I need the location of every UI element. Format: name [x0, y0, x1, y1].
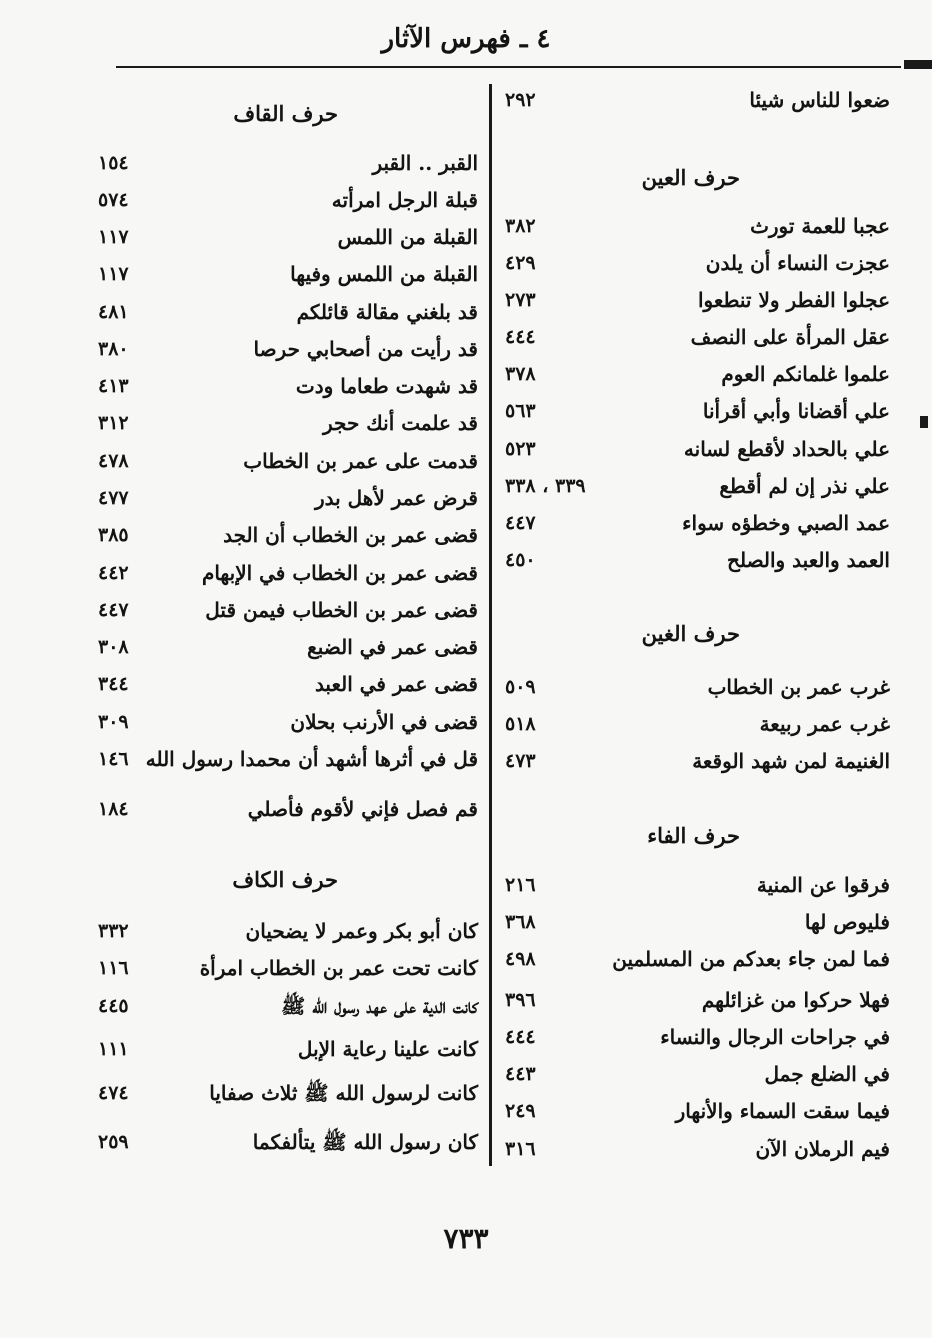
entry-page-number: ١١١	[98, 1038, 129, 1060]
entry-page-number: ٤٧٨	[98, 450, 129, 472]
entry-text: عجبا للعمة تورث	[750, 214, 890, 238]
index-entry	[98, 294, 478, 330]
entry-page-number: ١١٦	[98, 957, 129, 979]
index-entry	[505, 542, 890, 578]
entry-text: الغنيمة لمن شهد الوقعة	[692, 749, 890, 773]
index-entry	[98, 1124, 478, 1160]
index-entry	[505, 1019, 890, 1055]
entry-page-number: ٤٥٠	[505, 549, 536, 571]
index-entry	[505, 669, 890, 705]
index-entry	[98, 629, 478, 665]
entry-page-number: ٣٤٤	[98, 673, 129, 695]
entry-page-number: ٢٥٩	[98, 1131, 129, 1153]
entry-page-number: ٤٩٨	[505, 948, 536, 970]
entry-page-number: ٤١٣	[98, 375, 129, 397]
scan-edge-mark	[904, 60, 932, 69]
entry-text: قضى في الأرنب بحلان	[290, 710, 478, 734]
entry-text: عجزت النساء أن يلدن	[705, 251, 890, 275]
section-heading: حرف العين	[641, 165, 740, 190]
entry-text: ضعوا للناس شيئا	[749, 88, 890, 112]
entry-page-number: ٤٤٢	[98, 562, 129, 584]
entry-page-number: ١٥٤	[98, 152, 129, 174]
entry-page-number: ٤٤٤	[505, 326, 536, 348]
entry-text: علي نذر إن لم أقطع	[719, 474, 890, 498]
index-entry	[505, 1131, 890, 1167]
entry-text: في جراحات الرجال والنساء	[660, 1025, 890, 1049]
section-heading: حرف القاف	[233, 101, 338, 126]
entry-page-number: ٥٦٣	[505, 400, 536, 422]
entry-text: قضى عمر في الضبع	[307, 635, 478, 659]
index-entry	[98, 913, 478, 949]
index-entry	[505, 706, 890, 742]
entry-page-number: ٣٣٩ ، ٣٣٨	[505, 475, 586, 497]
entry-text: قضى عمر في العبد	[314, 672, 478, 696]
scan-edge-mark	[920, 416, 928, 428]
page-header-title: ٤ ـ فهرس الآثار	[381, 24, 551, 54]
entry-page-number: ٢٤٩	[505, 1100, 536, 1122]
index-entry	[98, 219, 478, 255]
index-entry	[98, 666, 478, 702]
entry-text: علي أقضانا وأبي أقرأنا	[702, 399, 890, 423]
index-entry	[505, 1056, 890, 1092]
entry-page-number: ٤٤٧	[505, 512, 536, 534]
entry-text: كانت تحت عمر بن الخطاب امرأة	[199, 956, 478, 980]
entry-text: فيم الرملان الآن	[755, 1137, 890, 1161]
index-entry	[98, 1031, 478, 1067]
entry-page-number: ٤٨١	[98, 301, 129, 323]
entry-text: القبلة من اللمس وفيها	[290, 262, 478, 286]
entry-page-number: ٥٠٩	[505, 676, 536, 698]
entry-text: عمد الصبي وخطؤه سواء	[682, 511, 890, 535]
entry-text: قرض عمر لأهل بدر	[314, 486, 478, 510]
entry-page-number: ٤٤٥	[98, 995, 129, 1017]
column-divider	[489, 84, 492, 1166]
entry-text: قضى عمر بن الخطاب فيمن قتل	[205, 598, 478, 622]
entry-page-number: ٣٦٨	[505, 911, 536, 933]
index-entry	[98, 704, 478, 740]
entry-page-number: ١١٧	[98, 263, 129, 285]
index-entry	[505, 245, 890, 281]
index-entry	[505, 208, 890, 244]
entry-text: فهلا حركوا من غزائلهم	[701, 988, 890, 1012]
section-heading: حرف الغين	[641, 621, 740, 646]
index-entry	[98, 480, 478, 516]
index-entry	[98, 1075, 478, 1111]
entry-text: قد شهدت طعاما ودت	[295, 374, 478, 398]
index-entry	[505, 356, 890, 392]
entry-page-number: ٣٧٨	[505, 363, 536, 385]
index-entry	[505, 904, 890, 940]
entry-text: كان رسول الله ﷺ يتألفكما	[252, 1130, 478, 1154]
entry-text: فيما سقت السماء والأنهار	[675, 1099, 890, 1123]
entry-text: قد علمت أنك حجر	[323, 411, 478, 435]
index-entry	[98, 145, 478, 181]
entry-text: القبلة من اللمس	[337, 225, 478, 249]
index-entry	[505, 431, 890, 467]
index-entry	[505, 282, 890, 318]
section-heading: حرف الفاء	[647, 823, 740, 848]
entry-page-number: ٤٤٣	[505, 1063, 536, 1085]
entry-page-number: ٤٢٩	[505, 252, 536, 274]
index-entry	[505, 867, 890, 903]
index-entry	[505, 468, 890, 504]
entry-page-number: ١٨٤	[98, 798, 129, 820]
entry-text: كانت علينا رعاية الإبل	[297, 1037, 478, 1061]
entry-page-number: ٣٠٨	[98, 636, 129, 658]
entry-text: فليوص لها	[804, 910, 890, 934]
entry-text: فما لمن جاء بعدكم من المسلمين	[612, 947, 890, 971]
entry-text: عقل المرأة على النصف	[690, 325, 890, 349]
page-number: ٧٣٣	[443, 1222, 489, 1255]
entry-text: قضى عمر بن الخطاب في الإبهام	[201, 561, 478, 585]
index-entry	[505, 505, 890, 541]
entry-text: القبر .. القبر	[372, 151, 478, 175]
index-entry	[98, 592, 478, 628]
section-heading: حرف الكاف	[232, 867, 338, 892]
entry-page-number: ٤٧٧	[98, 487, 129, 509]
index-entry	[98, 741, 478, 777]
entry-page-number: ٤٤٧	[98, 599, 129, 621]
entry-page-number: ٥٧٤	[98, 189, 129, 211]
entry-text: كانت الدية على عهد رسول الله ﷺ	[281, 994, 478, 1018]
index-entry	[505, 82, 890, 118]
entry-text: غرب عمر بن الخطاب	[707, 675, 890, 699]
entry-page-number: ١٤٦	[98, 748, 129, 770]
entry-text: قل في أثرها أشهد أن محمدا رسول الله	[145, 747, 478, 771]
entry-page-number: ٣٩٦	[505, 989, 536, 1011]
index-entry	[505, 941, 890, 977]
entry-text: قدمت على عمر بن الخطاب	[243, 449, 478, 473]
entry-text: العمد والعبد والصلح	[727, 548, 890, 572]
header-rule	[116, 66, 901, 68]
entry-page-number: ٣٠٩	[98, 711, 129, 733]
entry-text: قد رأيت من أصحابي حرصا	[253, 337, 478, 361]
index-entry	[98, 256, 478, 292]
entry-text: غرب عمر ربيعة	[759, 712, 890, 736]
entry-page-number: ٥١٨	[505, 713, 536, 735]
entry-page-number: ٣٨٢	[505, 215, 536, 237]
entry-page-number: ٤٧٤	[98, 1082, 129, 1104]
entry-page-number: ٣٣٢	[98, 920, 129, 942]
entry-page-number: ٢٩٢	[505, 89, 536, 111]
index-entry	[505, 1093, 890, 1129]
entry-text: في الضلع جمل	[764, 1062, 890, 1086]
entry-page-number: ٤٤٤	[505, 1026, 536, 1048]
entry-page-number: ٤٧٣	[505, 750, 536, 772]
entry-text: كانت لرسول الله ﷺ ثلاث صفايا	[209, 1081, 478, 1105]
entry-text: قد بلغني مقالة قائلكم	[296, 300, 478, 324]
index-entry	[98, 182, 478, 218]
index-entry	[505, 743, 890, 779]
entry-text: كان أبو بكر وعمر لا يضحيان	[245, 919, 478, 943]
entry-page-number: ٣١٦	[505, 1138, 536, 1160]
entry-page-number: ٣١٢	[98, 412, 129, 434]
entry-text: قضى عمر بن الخطاب أن الجد	[223, 523, 478, 547]
index-entry	[98, 791, 478, 827]
index-entry	[505, 393, 890, 429]
entry-text: علي بالحداد لأقطع لسانه	[683, 437, 890, 461]
entry-text: علموا غلمانكم العوم	[721, 362, 890, 386]
entry-text: قم فصل فإني لأقوم فأصلي	[247, 797, 478, 821]
entry-page-number: ٣٨٥	[98, 524, 129, 546]
index-entry	[98, 950, 478, 986]
index-entry	[98, 331, 478, 367]
index-entry	[505, 319, 890, 355]
entry-text: فرقوا عن المنية	[756, 873, 890, 897]
index-entry	[98, 443, 478, 479]
entry-page-number: ٢٧٣	[505, 289, 536, 311]
entry-page-number: ١١٧	[98, 226, 129, 248]
entry-page-number: ٣٨٠	[98, 338, 129, 360]
entry-text: عجلوا الفطر ولا تنطعوا	[697, 288, 890, 312]
index-entry	[98, 517, 478, 553]
index-entry	[98, 988, 478, 1024]
entry-text: قبلة الرجل امرأته	[331, 188, 478, 212]
index-entry	[98, 555, 478, 591]
index-entry	[98, 405, 478, 441]
index-entry	[98, 368, 478, 404]
index-entry	[505, 982, 890, 1018]
entry-page-number: ٥٢٣	[505, 438, 536, 460]
entry-page-number: ٢١٦	[505, 874, 536, 896]
